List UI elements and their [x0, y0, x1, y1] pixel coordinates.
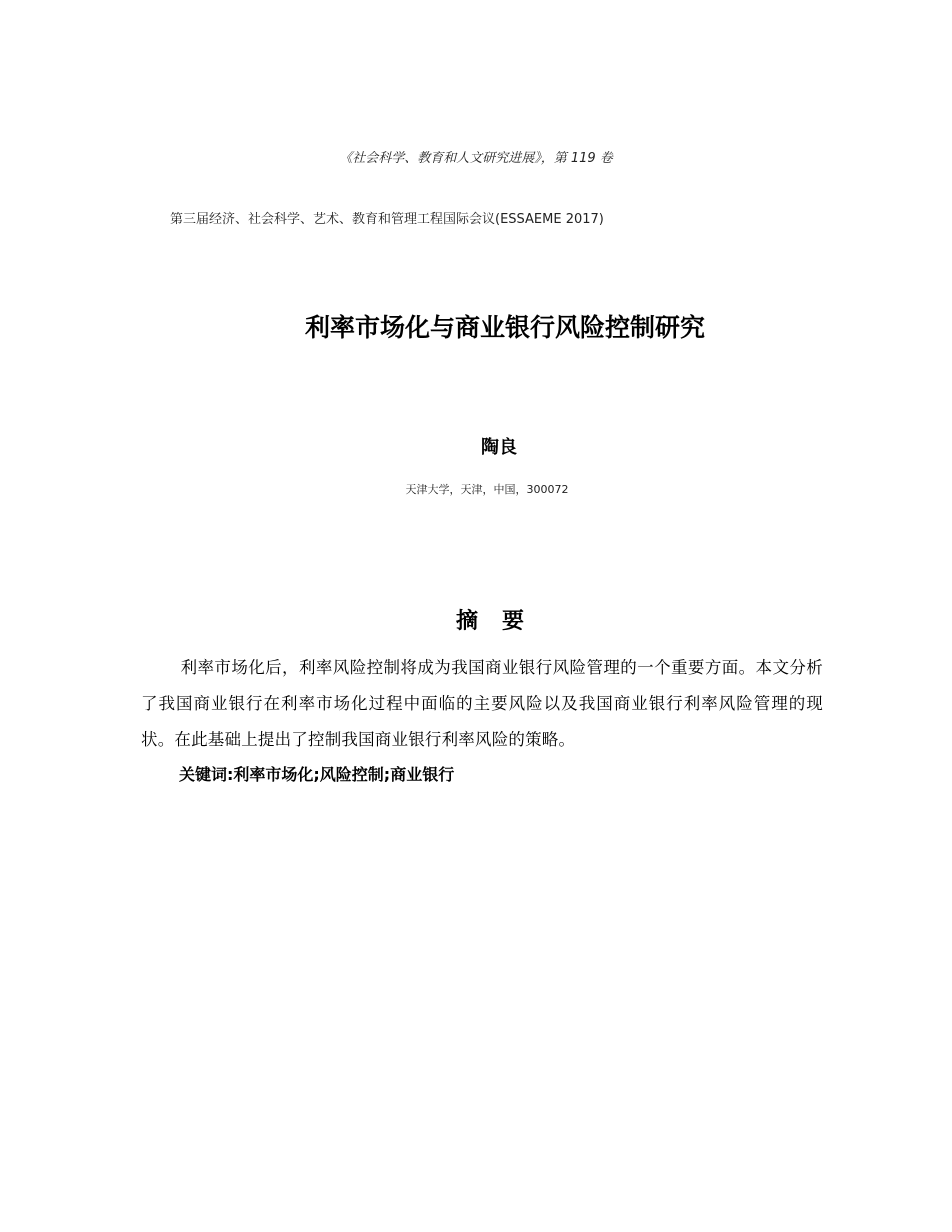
journal-header: 《社会科学、教育和人文研究进展》，第 119 卷	[339, 151, 613, 166]
author-name: 陶良	[481, 437, 517, 458]
abstract-body: 利率市场化后，利率风险控制将成为我国商业银行风险管理的一个重要方面。本文分析了我国商业银行在利率市场化过程中面临的主要风险以及我国商业银行利率风险管理的现状。在此基础上提出了控制我国商业银行利率风险的策略。	[141, 658, 823, 749]
abstract-heading: 摘要	[455, 609, 548, 634]
keywords: 关键词:利率市场化;风险控制;商业银行	[179, 765, 455, 784]
paper-title: 利率市场化与商业银行风险控制研究	[304, 313, 705, 342]
author-affiliation: 天津大学，天津，中国，300072	[405, 483, 569, 496]
conference-header: 第三届经济、社会科学、艺术、教育和管理工程国际会议(ESSAEME 2017)	[170, 212, 604, 227]
